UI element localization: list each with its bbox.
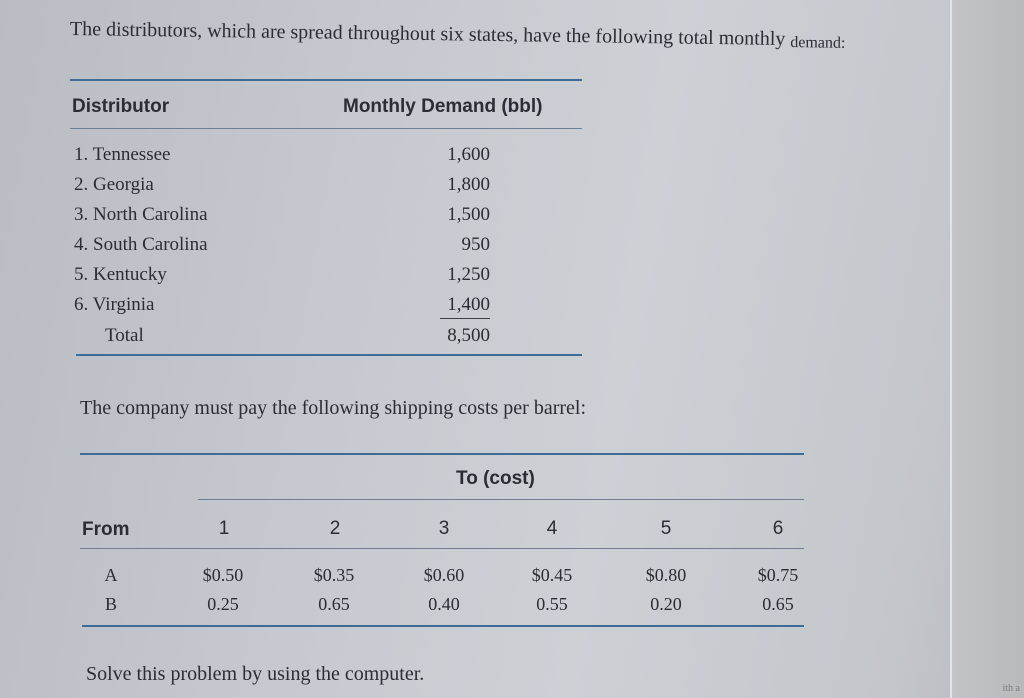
demand-row-name: 1. Tennessee [74, 144, 171, 165]
demand-row-value: 1,250 [447, 264, 490, 285]
demand-row-name: 3. North Carolina [74, 204, 208, 225]
cost-cell: 0.65 [318, 594, 350, 614]
cost-header-rule [80, 548, 804, 549]
cost-cell: 0.55 [536, 594, 568, 614]
cost-col-header: 3 [438, 518, 450, 539]
demand-row-value: 1,400 [447, 294, 490, 315]
demand-row-value: 950 [461, 234, 490, 255]
demand-row-name: 5. Kentucky [74, 264, 167, 285]
demand-header-distributor: Distributor [72, 96, 170, 117]
cost-table-top-rule [80, 453, 804, 455]
demand-row-value: 1,500 [447, 204, 490, 225]
cost-table-bottom-rule [82, 625, 804, 627]
demand-total-label: Total [105, 325, 144, 346]
demand-row-name: 6. Virginia [74, 294, 155, 315]
intro-text: The distributors, which are spread throughout six states, have the following total monthly [69, 18, 786, 50]
cost-cell: $0.60 [423, 565, 465, 585]
cost-cell: $0.80 [645, 565, 687, 585]
cost-cell: 0.25 [207, 594, 239, 614]
cost-cell: 0.40 [428, 594, 460, 614]
demand-total-value: 8,500 [447, 325, 490, 346]
demand-table-bottom-rule [76, 354, 582, 356]
cost-cell: $0.75 [757, 565, 799, 585]
intro-tail: demand: [790, 34, 846, 52]
cost-col-header: 1 [218, 518, 230, 539]
cost-cell: 0.20 [650, 594, 682, 614]
demand-header-monthly: Monthly Demand (bbl) [343, 96, 543, 117]
cost-subheader-rule [198, 499, 804, 500]
cost-col-header: 5 [660, 518, 672, 539]
intro-sentence [70, 18, 846, 52]
margin-text: ith a [1002, 683, 1020, 694]
cost-col-header: 4 [546, 518, 558, 539]
cost-header-from: From [82, 519, 130, 540]
footer-sentence: Solve this problem by using the computer. [86, 663, 425, 685]
demand-table-top-rule [70, 79, 582, 81]
cost-row-label: B [104, 594, 117, 614]
cost-col-header: 6 [772, 518, 784, 539]
demand-header-rule [70, 128, 582, 129]
cost-col-header: 2 [329, 518, 341, 539]
demand-row-value: 1,800 [447, 174, 490, 195]
cost-row-label: A [104, 565, 118, 585]
cost-cell: $0.35 [313, 565, 355, 585]
page-edge [950, 0, 1024, 698]
cost-cell: 0.65 [762, 594, 794, 614]
cost-cell: $0.50 [202, 565, 244, 585]
subtotal-underline [440, 318, 490, 319]
cost-cell: $0.45 [531, 565, 573, 585]
shipping-sentence: The company must pay the following shipping costs per barrel: [80, 397, 587, 419]
demand-row-name: 2. Georgia [74, 174, 154, 195]
demand-row-name: 4. South Carolina [74, 234, 208, 255]
demand-row-value: 1,600 [447, 144, 490, 165]
cost-header-to: To (cost) [456, 468, 535, 489]
